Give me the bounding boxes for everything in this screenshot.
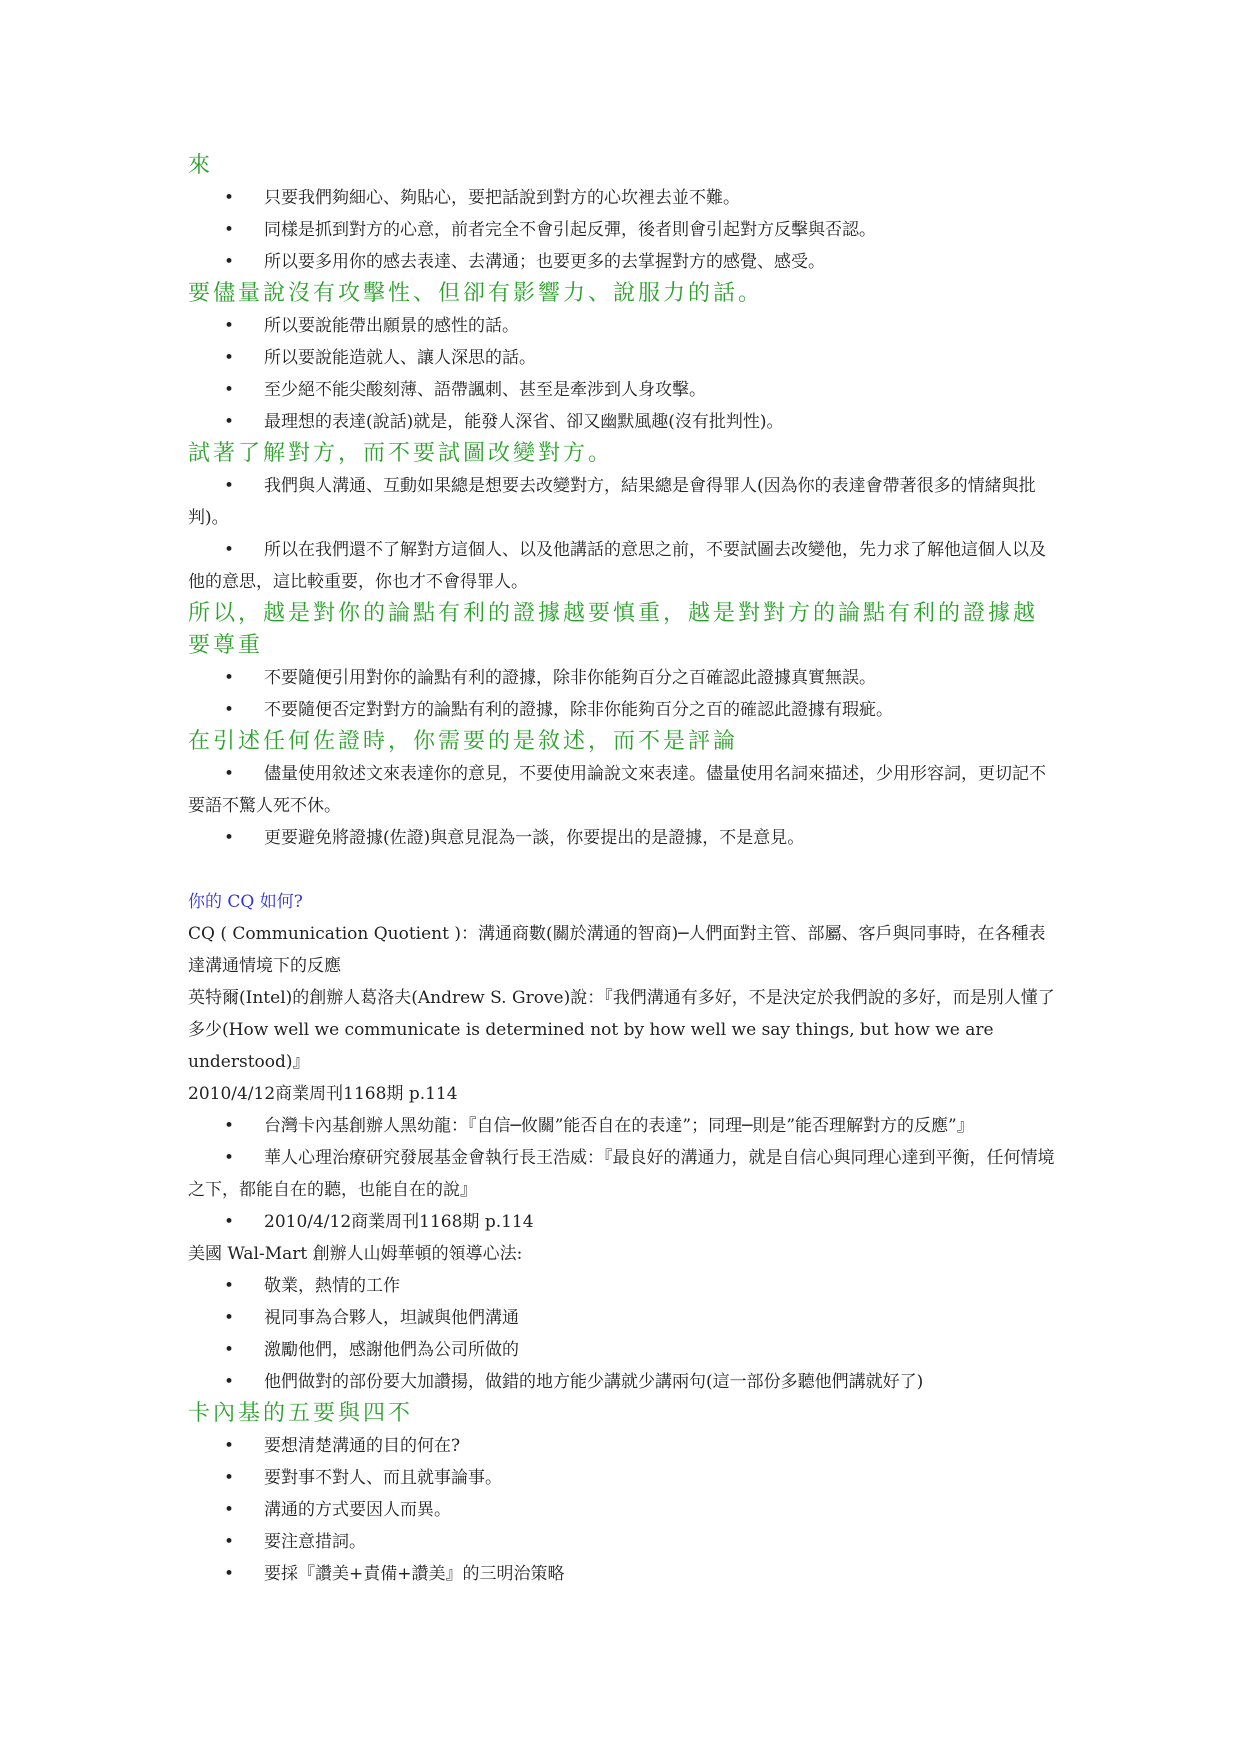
cq-definition: CQ ( Communication Quotient )：溝通商數(關於溝通的智商)─人們面對主管、部屬、客戶與同事時，在各種表達溝通情境下的反應 [188, 924, 1046, 976]
list-item: • 同樣是抓到對方的心意，前者完全不會引起反彈，後者則會引起對方反擊與否認。 [224, 214, 1058, 246]
list-item: • 華人心理治療研究發展基金會執行長王浩威：『最良好的溝通力，就是自信心與同理心達到平衡，任何情境之下，都能自在的聽，也能自在的說』 [188, 1142, 1058, 1206]
list-item: • 激勵他們，感謝他們為公司所做的 [224, 1334, 1058, 1366]
list-item: • 他們做對的部份要大加讚揚，做錯的地方能少講就少講兩句(這一部份多聽他們講就好了) [224, 1366, 1058, 1398]
bullet-list [188, 1110, 1058, 1238]
list-item: • 不要隨便否定對對方的論點有利的證據，除非你能夠百分之百的確認此證據有瑕疵。 [224, 694, 1058, 726]
list-item: • 要注意措詞。 [224, 1526, 1058, 1558]
list-item: • 更要避免將證據(佐證)與意見混為一談，你要提出的是證據，不是意見。 [224, 822, 1058, 854]
list-item: • 台灣卡內基創辦人黑幼龍：『自信─攸關”能否自在的表達”；同理─則是”能否理解對方的反應”』 [224, 1110, 1058, 1142]
citation: 2010/4/12商業周刊1168期 p.114 [188, 1084, 458, 1104]
list-item: • 2010/4/12商業周刊1168期 p.114 [224, 1206, 1058, 1238]
section-heading: 所以，越是對你的論點有利的證據越要慎重，越是對對方的論點有利的證據越要尊重 [188, 601, 1039, 658]
list-item: • 要對事不對人、而且就事論事。 [224, 1462, 1058, 1494]
bullet-list [188, 1270, 1058, 1398]
bullet-list [188, 1430, 1058, 1590]
list-item: • 所以要說能造就人、讓人深思的話。 [224, 342, 1058, 374]
list-item: • 只要我們夠細心、夠貼心，要把話說到對方的心坎裡去並不難。 [224, 182, 1058, 214]
section-heading: 在引述任何佐證時，你需要的是敘述，而不是評論 [188, 729, 739, 754]
list-item: • 敬業，熱情的工作 [224, 1270, 1058, 1302]
grove-quote: 英特爾(Intel)的創辦人葛洛夫(Andrew S. Grove)說：『我們溝通有多好，不是決定於我們說的多好，而是別人懂了多少(How well we communicate is determined not by how well we say things, but how we are understood)』 [188, 988, 1055, 1072]
list-item: • 至少絕不能尖酸刻薄、語帶諷刺、甚至是牽涉到人身攻擊。 [224, 374, 1058, 406]
list-item: • 最理想的表達(說話)就是，能發人深省、卻又幽默風趣(沒有批判性)。 [224, 406, 1058, 438]
section-heading: 來 [188, 153, 214, 178]
list-item: • 我們與人溝通、互動如果總是想要去改變對方，結果總是會得罪人(因為你的表達會帶著很多的情緒與批判)。 [188, 470, 1058, 534]
list-item: • 要想清楚溝通的目的何在? [224, 1430, 1058, 1462]
section-heading: 卡內基的五要與四不 [188, 1401, 414, 1426]
section-heading: 要儘量說沒有攻擊性、但卻有影響力、說服力的話。 [188, 281, 764, 306]
bullet-list [188, 470, 1058, 598]
list-item: • 不要隨便引用對你的論點有利的證據，除非你能夠百分之百確認此證據真實無誤。 [224, 662, 1058, 694]
cq-title: 你的 CQ 如何? [188, 892, 303, 912]
list-item: • 所以要多用你的感去表達、去溝通；也要更多的去掌握對方的感覺、感受。 [224, 246, 1058, 278]
list-item: • 要採『讚美+責備+讚美』的三明治策略 [224, 1558, 1058, 1590]
list-item: • 所以要說能帶出願景的感性的話。 [224, 310, 1058, 342]
bullet-list [188, 182, 1058, 278]
list-item: • 視同事為合夥人，坦誠與他們溝通 [224, 1302, 1058, 1334]
list-item: • 溝通的方式要因人而異。 [224, 1494, 1058, 1526]
spacer [188, 854, 1058, 886]
bullet-list [188, 662, 1058, 726]
section-heading: 試著了解對方，而不要試圖改變對方。 [188, 441, 614, 466]
bullet-list [188, 758, 1058, 854]
list-item: • 所以在我們還不了解對方這個人、以及他講話的意思之前，不要試圖去改變他，先力求了解他這個人以及他的意思，這比較重要，你也才不會得罪人。 [188, 534, 1058, 598]
list-item: • 儘量使用敘述文來表達你的意見，不要使用論說文來表達。儘量使用名詞來描述，少用形容詞，更切記不要語不驚人死不休。 [188, 758, 1058, 822]
document-page [188, 150, 1058, 1590]
walmart-intro: 美國 Wal-Mart 創辦人山姆華頓的領導心法: [188, 1244, 523, 1264]
bullet-list [188, 310, 1058, 438]
